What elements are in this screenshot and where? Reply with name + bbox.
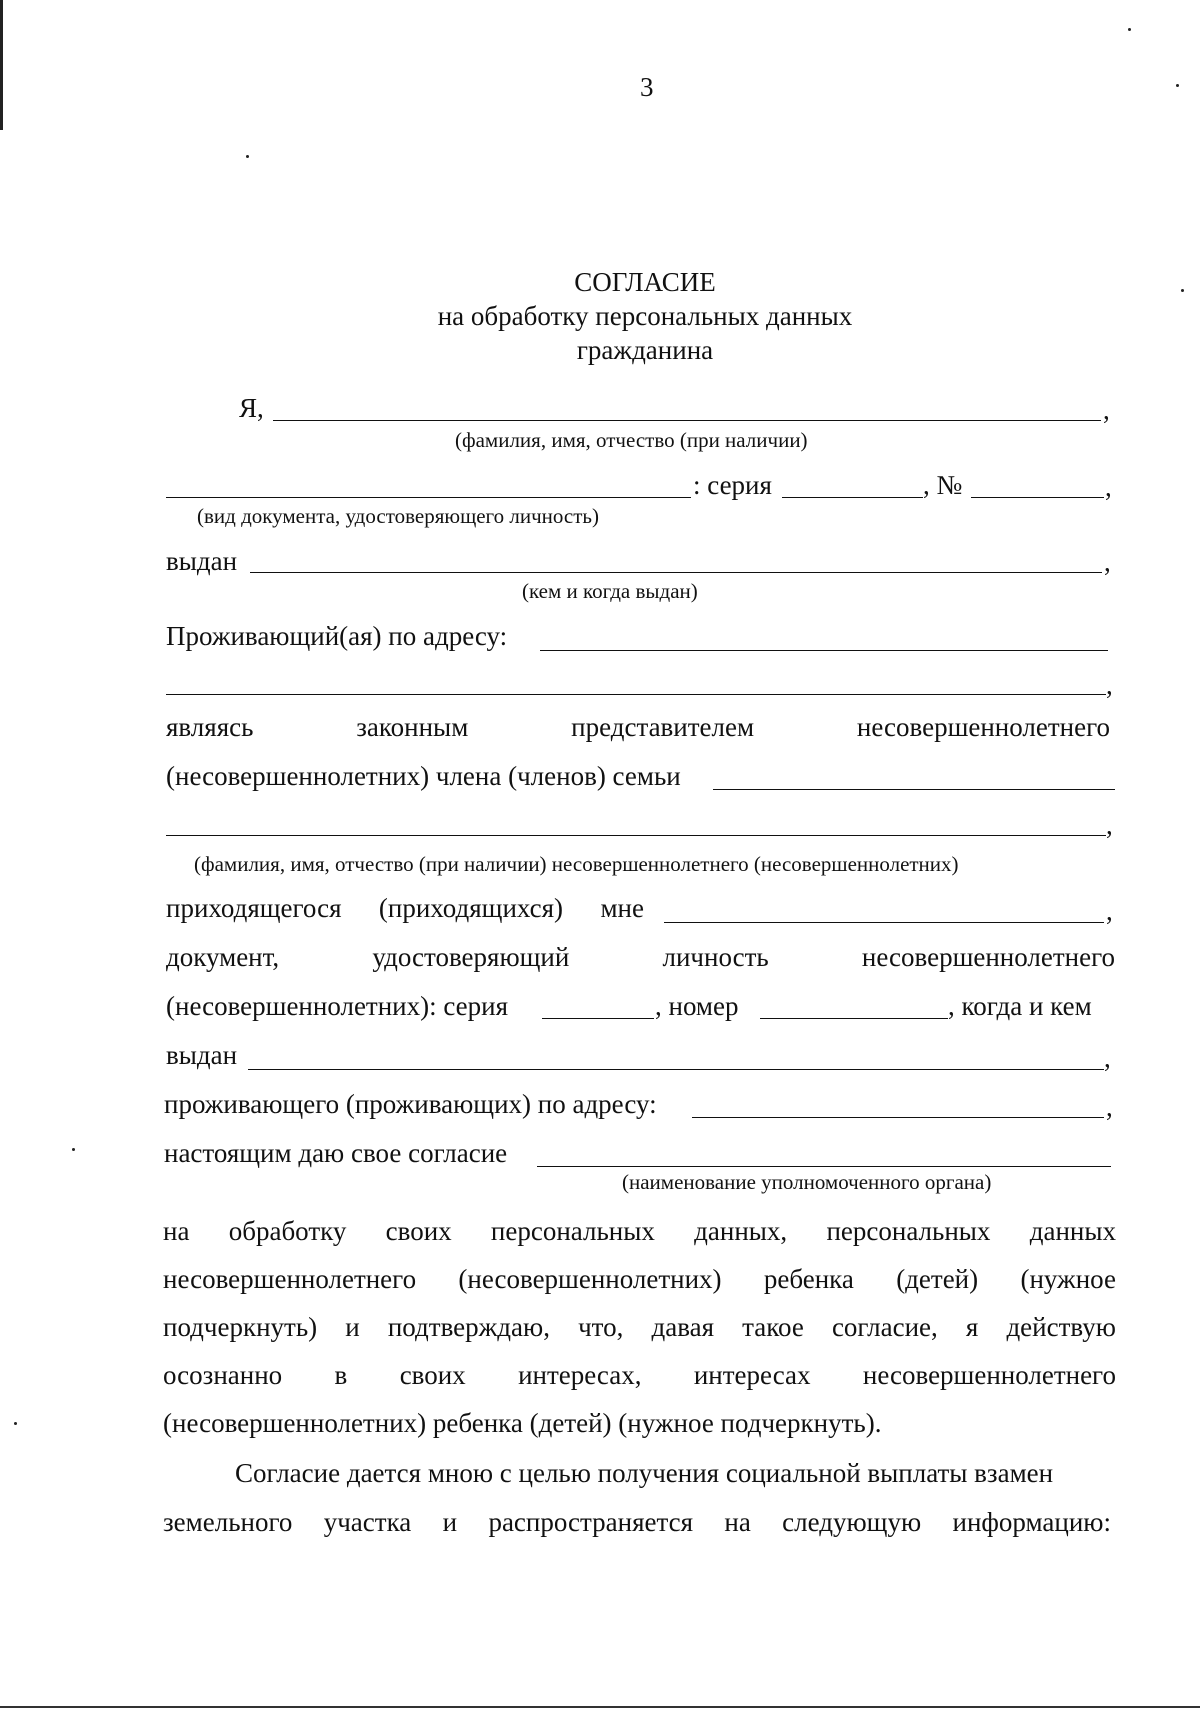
body-line-4 [163, 1362, 1116, 1389]
word: интересах, [518, 1360, 642, 1390]
word: и [345, 1312, 360, 1342]
relation-line [166, 895, 644, 922]
word: я [965, 1312, 979, 1342]
word: несовершеннолетнего [862, 1360, 1116, 1390]
word: удостоверяющий [372, 942, 570, 972]
word: такое [742, 1312, 804, 1342]
comma: , [1104, 1043, 1111, 1073]
doc-caption: (вид документа, удостоверяющего личность) [197, 504, 600, 528]
word: своих [385, 1216, 452, 1246]
authority-input-line[interactable] [537, 1166, 1111, 1167]
series-input-line[interactable] [782, 497, 923, 498]
word: (нужное [1020, 1264, 1116, 1294]
body-line-1 [163, 1218, 1116, 1245]
minors-label: (несовершеннолетних) члена (членов) семьи [166, 761, 681, 791]
minor-issued-label: выдан [166, 1040, 238, 1070]
comma: , [1106, 810, 1113, 840]
word: несовершеннолетнего [163, 1264, 417, 1294]
comma: , [1103, 395, 1110, 425]
comma: , [1106, 670, 1113, 700]
word: (несовершеннолетних) [458, 1264, 722, 1294]
page-number: 3 [640, 72, 654, 102]
word: земельного [163, 1507, 293, 1537]
comma: , [1104, 547, 1111, 577]
word: несовершеннолетнего [861, 942, 1115, 972]
word: своих [399, 1360, 466, 1390]
minor-address-label: проживающего (проживающих) по адресу: [164, 1089, 657, 1119]
comma: , [1106, 896, 1113, 926]
word: несовершеннолетнего [856, 712, 1110, 742]
word: действую [1006, 1312, 1116, 1342]
word: персональных [826, 1216, 991, 1246]
word: в [334, 1360, 348, 1390]
word: что, [578, 1312, 624, 1342]
word: приходящегося [166, 893, 342, 923]
word: интересах [693, 1360, 811, 1390]
word: мне [600, 893, 644, 923]
word: давая [651, 1312, 715, 1342]
comma: , [1105, 472, 1112, 502]
scan-speck [14, 1422, 17, 1425]
number-label: , № [923, 470, 963, 500]
minor-fio-input-line-2[interactable] [166, 835, 1106, 836]
minor-document-line [166, 944, 1115, 971]
word: на [724, 1507, 751, 1537]
minor-fio-input-line[interactable] [713, 789, 1115, 790]
body-line-2 [163, 1266, 1116, 1293]
scan-speck [1176, 84, 1179, 87]
comma: , [1106, 1092, 1113, 1122]
word: согласие, [831, 1312, 938, 1342]
representative-line [166, 714, 1110, 741]
word: на [163, 1216, 190, 1246]
word: документ, [166, 942, 280, 972]
word: обработку [228, 1216, 347, 1246]
word: законным [356, 712, 469, 742]
word: представителем [571, 712, 755, 742]
address-input-line[interactable] [540, 650, 1108, 651]
document-subtitle: на обработку персональных данных [437, 301, 853, 331]
series-label: : серия [693, 470, 772, 500]
scan-bottom-edge [0, 1706, 1200, 1708]
body-line-3 [163, 1314, 1116, 1341]
consent-label: настоящим даю свое согласие [164, 1138, 508, 1168]
word: персональных [490, 1216, 655, 1246]
fio-caption: (фамилия, имя, отчество (при наличии) [455, 428, 808, 452]
address-label: Проживающий(ая) по адресу: [166, 621, 508, 651]
doc-type-input-line[interactable] [166, 497, 691, 498]
word: и [442, 1507, 458, 1537]
number-input-line[interactable] [971, 497, 1104, 498]
word: осознанно [163, 1360, 283, 1390]
word: подчеркнуть) [163, 1312, 318, 1342]
ya-label: Я, [239, 393, 264, 423]
purpose-line-2 [163, 1509, 1111, 1536]
relation-input-line[interactable] [664, 922, 1104, 923]
minor-series-input-line[interactable] [542, 1018, 654, 1019]
scan-speck [1128, 28, 1131, 31]
document-subtitle-2: гражданина [576, 335, 714, 365]
scan-speck [246, 155, 249, 158]
issued-input-line[interactable] [250, 572, 1102, 573]
fio-input-line[interactable] [273, 420, 1101, 421]
scan-speck [72, 1148, 75, 1151]
scan-left-edge [0, 0, 3, 130]
word: распространяется [488, 1507, 694, 1537]
word: информацию: [952, 1507, 1111, 1537]
minor-issued-input-line[interactable] [248, 1069, 1104, 1070]
minor-when-label: , когда и кем [948, 991, 1092, 1021]
word: данных [1029, 1216, 1116, 1246]
issued-caption: (кем и когда выдан) [522, 579, 698, 603]
address-input-line-2[interactable] [166, 694, 1106, 695]
word: участка [323, 1507, 412, 1537]
minor-number-label: , номер [655, 991, 739, 1021]
word: являясь [166, 712, 254, 742]
body-line-5: (несовершеннолетних) ребенка (детей) (нужное подчеркнуть). [163, 1408, 882, 1438]
document-title: СОГЛАСИЕ [574, 267, 716, 297]
word: (приходящихся) [378, 893, 564, 923]
word: данных, [694, 1216, 788, 1246]
minor-fio-caption: (фамилия, имя, отчество (при наличии) несовершеннолетнего (несовершеннолетних) [194, 852, 959, 876]
word: подтверждаю, [387, 1312, 550, 1342]
word: (детей) [896, 1264, 979, 1294]
minor-number-input-line[interactable] [760, 1018, 948, 1019]
word: следующую [782, 1507, 922, 1537]
word: ребенка [763, 1264, 854, 1294]
minor-address-input-line[interactable] [692, 1117, 1104, 1118]
authority-caption: (наименование уполномоченного органа) [622, 1170, 992, 1194]
issued-label: выдан [166, 546, 238, 576]
word: личность [662, 942, 769, 972]
minor-series-label: (несовершеннолетних): серия [166, 991, 509, 1021]
purpose-line-1: Согласие дается мною с целью получения социальной выплаты взамен [235, 1458, 1054, 1488]
